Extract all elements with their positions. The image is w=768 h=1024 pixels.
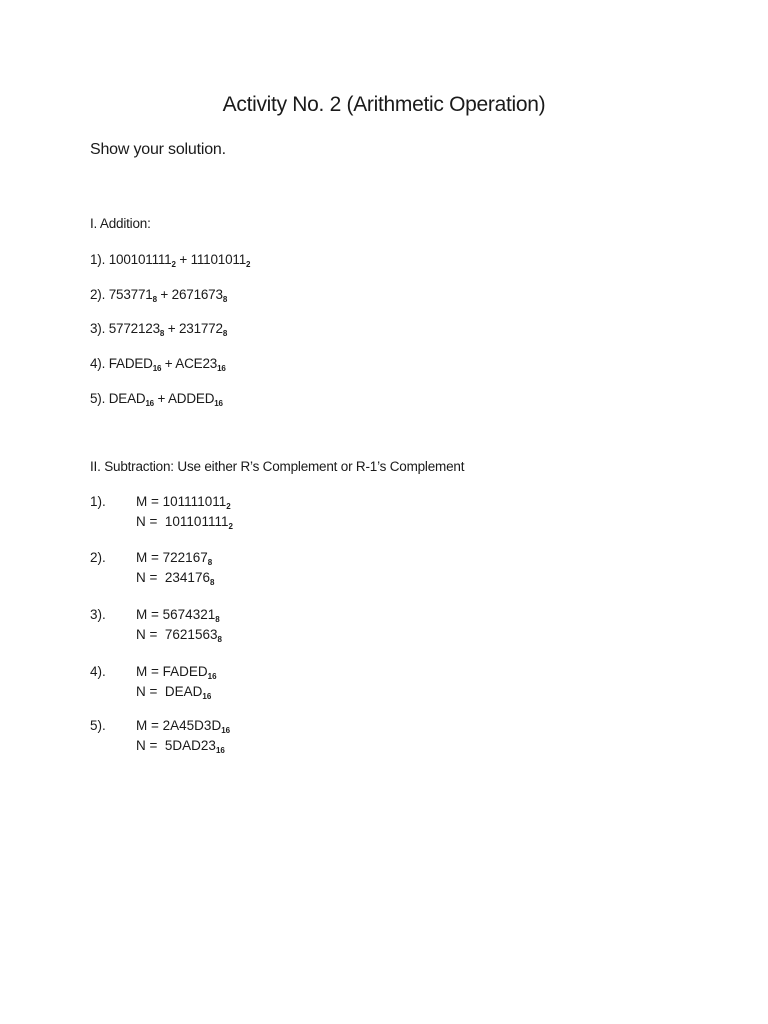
subtraction-item-number: 1). [90,494,106,509]
subtraction-item-number: 2). [90,550,106,565]
subtraction-m-value: $M = 101111011_2$ [136,494,231,511]
subtraction-n-value: $N = 5DAD23_{16}$ [136,738,225,755]
subtraction-m-value: $M = 2A45D3D_{16}$ [136,718,231,735]
subtraction-m-value: $M = 5674321_8$ [136,607,220,624]
addition-item-5: 5). $DEAD_{16}$ + $ADDED_{16}$ [90,391,223,408]
addition-item-4: 4). $FADED_{16} + ACE23_{16}$ [90,356,226,373]
subtraction-n-value: $N = 234176_8$ [136,570,215,587]
addition-item-3: 3). $5772123_8 + 231772_8$ [90,321,228,338]
subtraction-item-number: 3). [90,607,106,622]
subtraction-m-value: $M = 722167_8$ [136,550,213,567]
document-title: Activity No. 2 (Arithmetic Operation) [222,93,546,116]
addition-item-1: 1). $100101111_2 + 11101011_2$ [90,252,251,269]
subtraction-n-value: $N = 101101111_2$ [136,514,233,531]
subtraction-item-number: 5). [90,718,106,733]
addition-item-2: 2). $753771_8 + 2671673_8$ [90,287,228,304]
subtraction-n-value: $N = 7621563_8$ [136,627,222,644]
subtraction-item-number: 4). [90,664,106,679]
addition-heading: I. Addition: [90,216,151,231]
subtraction-m-value: $M = FADED_{16}$ [136,664,217,681]
subtraction-heading: II. Subtraction: Use either R’s Complement or R-1’s Complement [90,459,465,474]
instruction-text: Show your solution. [90,141,226,158]
subtraction-n-value: $N = DEAD_{16}$ [136,684,212,701]
